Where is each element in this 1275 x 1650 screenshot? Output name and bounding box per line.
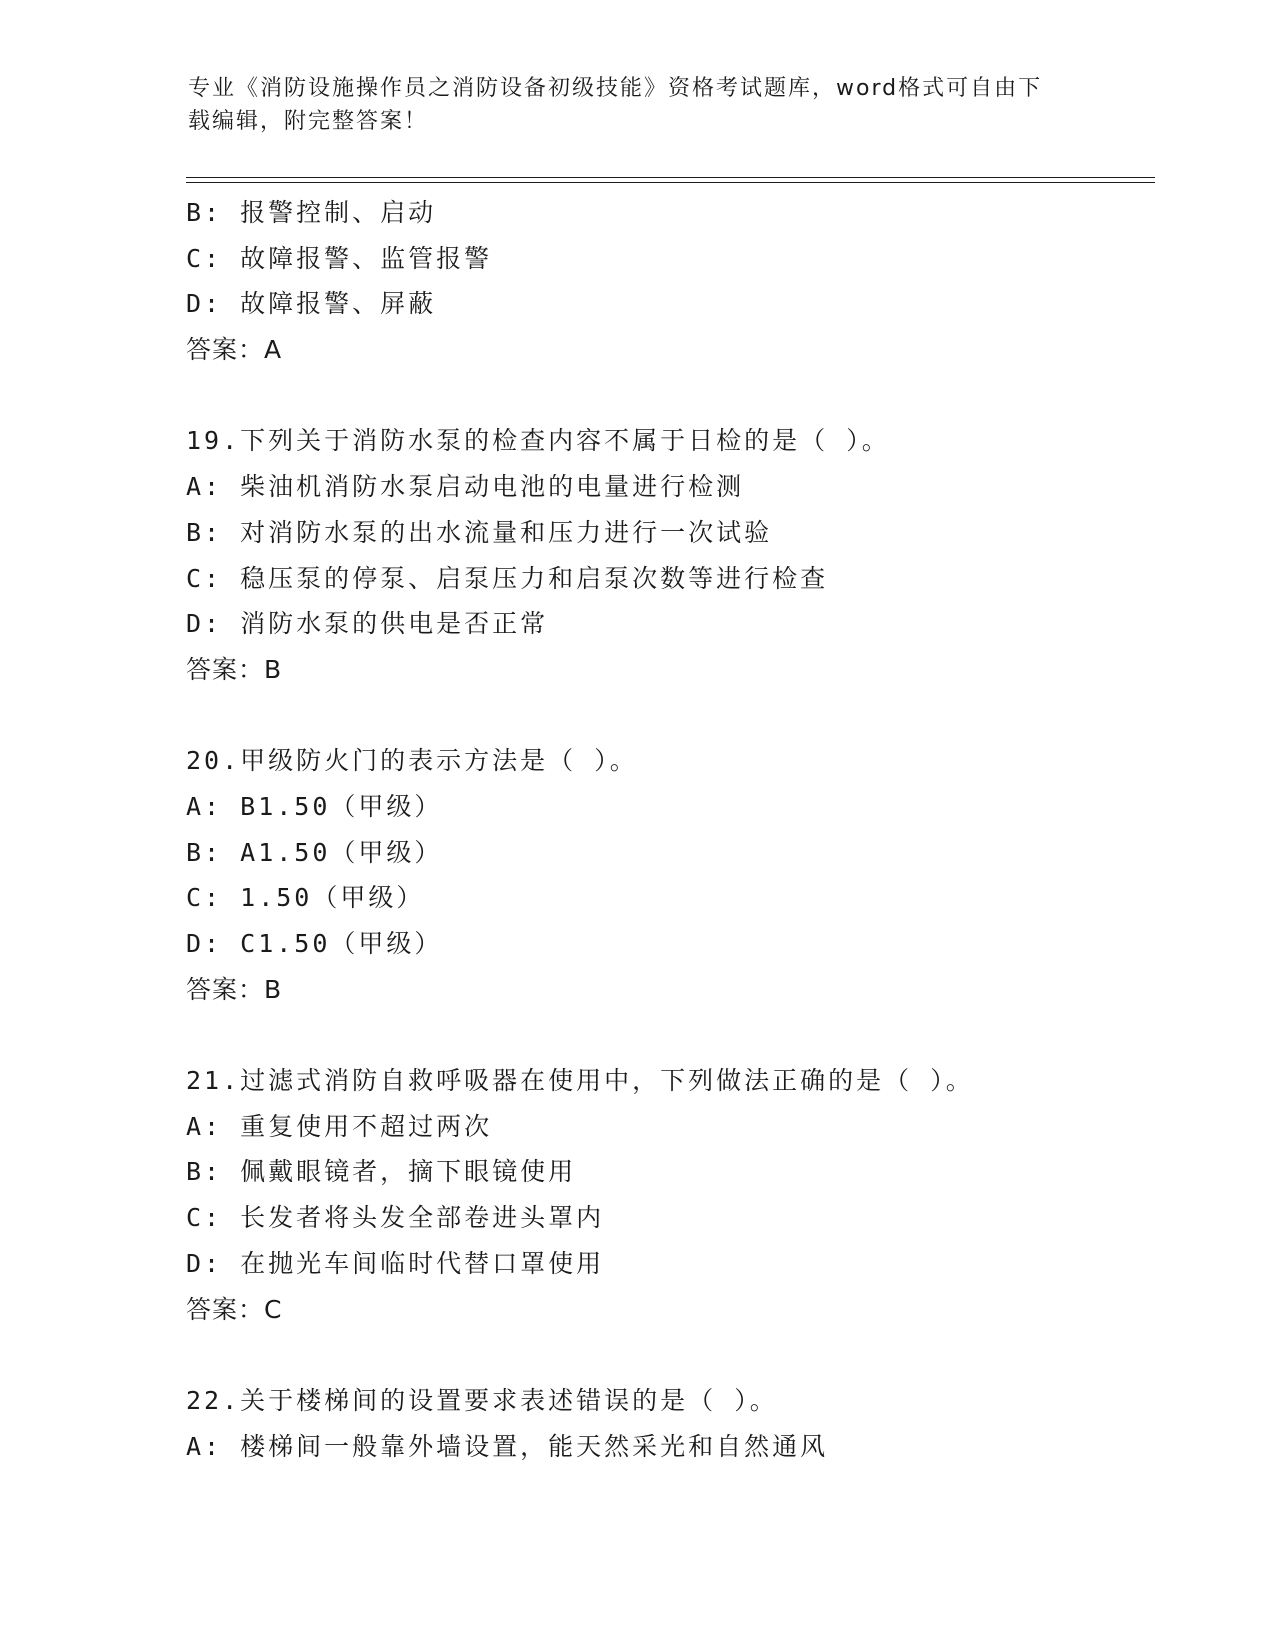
spacer xyxy=(186,1012,1146,1058)
header-line-2: 载编辑，附完整答案！ xyxy=(188,109,429,134)
question-list xyxy=(186,190,1146,1469)
question-block-19 xyxy=(186,418,1146,692)
answer-line: 答案：B xyxy=(186,654,283,684)
option-a: A: 柴油机消防水泵启动电池的电量进行检测 xyxy=(186,472,745,502)
answer-line: 答案：B xyxy=(186,974,283,1004)
document-header xyxy=(188,72,1088,138)
spacer xyxy=(186,1332,1146,1378)
question-block-20 xyxy=(186,738,1146,1012)
question-text: 20.甲级防火门的表示方法是（ ）。 xyxy=(186,746,638,776)
option-c: C: 稳压泵的停泵、启泵压力和启泵次数等进行检查 xyxy=(186,563,829,593)
option-a: A: B1.50（甲级） xyxy=(186,791,443,821)
question-text: 19.下列关于消防水泵的检查内容不属于日检的是（ ）。 xyxy=(186,426,890,456)
option-d: D: 在抛光车间临时代替口罩使用 xyxy=(186,1248,605,1278)
spacer xyxy=(186,693,1146,739)
option-c: C: 故障报警、监管报警 xyxy=(186,243,493,273)
question-text: 21.过滤式消防自救呼吸器在使用中，下列做法正确的是（ ）。 xyxy=(186,1066,974,1096)
option-c: C: 长发者将头发全部卷进头罩内 xyxy=(186,1203,605,1233)
question-block-18 xyxy=(186,190,1146,373)
header-rule-bottom xyxy=(186,182,1155,183)
option-d: D: 消防水泵的供电是否正常 xyxy=(186,609,549,639)
header-rule-top xyxy=(186,177,1155,178)
answer-line: 答案：A xyxy=(186,335,283,365)
spacer xyxy=(186,373,1146,419)
option-b: B: 佩戴眼镜者，摘下眼镜使用 xyxy=(186,1157,577,1187)
option-b: B: 报警控制、启动 xyxy=(186,198,437,227)
option-a: A: 楼梯间一般靠外墙设置，能天然采光和自然通风 xyxy=(186,1431,829,1461)
answer-line: 答案：C xyxy=(186,1294,283,1324)
option-b: B: 对消防水泵的出水流量和压力进行一次试验 xyxy=(186,517,773,547)
option-a: A: 重复使用不超过两次 xyxy=(186,1111,493,1141)
option-c: C: 1.50（甲级） xyxy=(186,883,425,913)
option-d: D: 故障报警、屏蔽 xyxy=(186,289,437,319)
option-b: B: A1.50（甲级） xyxy=(186,837,443,867)
question-block-22 xyxy=(186,1378,1146,1469)
question-block-21 xyxy=(186,1058,1146,1332)
header-line-1: 专业《消防设施操作员之消防设备初级技能》资格考试题库，word格式可自由下 xyxy=(188,76,1043,101)
option-d: D: C1.50（甲级） xyxy=(186,929,443,958)
question-text: 22.关于楼梯间的设置要求表述错误的是（ ）。 xyxy=(186,1385,778,1415)
